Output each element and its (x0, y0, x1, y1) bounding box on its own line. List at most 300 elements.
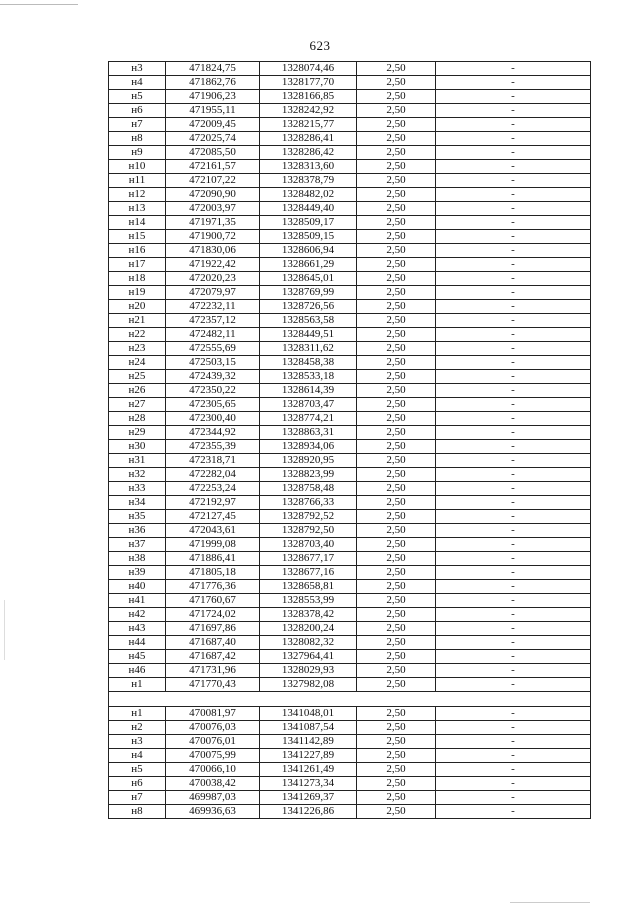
scan-edge-mark (4, 600, 5, 660)
note-cell: - (436, 664, 591, 678)
note-cell: - (436, 76, 591, 90)
x-coordinate-cell: 471999,08 (166, 538, 260, 552)
table-row (109, 440, 591, 454)
table-row (109, 384, 591, 398)
x-coordinate-cell: 472282,04 (166, 468, 260, 482)
point-name-cell: н44 (109, 636, 166, 650)
point-name-cell: н18 (109, 272, 166, 286)
note-cell: - (436, 412, 591, 426)
x-coordinate-cell: 471862,76 (166, 76, 260, 90)
point-name-cell: н41 (109, 594, 166, 608)
x-coordinate-cell: 472439,32 (166, 370, 260, 384)
accuracy-cell: 2,50 (357, 608, 436, 622)
point-name-cell: н39 (109, 566, 166, 580)
table-row (109, 707, 591, 721)
point-name-cell: н43 (109, 622, 166, 636)
note-cell: - (436, 146, 591, 160)
point-name-cell: н16 (109, 244, 166, 258)
note-cell: - (436, 174, 591, 188)
point-name-cell: н11 (109, 174, 166, 188)
point-name-cell: н35 (109, 510, 166, 524)
x-coordinate-cell: 472107,22 (166, 174, 260, 188)
note-cell: - (436, 594, 591, 608)
table-row (109, 426, 591, 440)
accuracy-cell: 2,50 (357, 777, 436, 791)
note-cell: - (436, 496, 591, 510)
table-row (109, 244, 591, 258)
x-coordinate-cell: 471805,18 (166, 566, 260, 580)
note-cell: - (436, 160, 591, 174)
x-coordinate-cell: 472503,15 (166, 356, 260, 370)
note-cell: - (436, 230, 591, 244)
y-coordinate-cell: 1328823,99 (260, 468, 357, 482)
note-cell: - (436, 286, 591, 300)
note-cell: - (436, 272, 591, 286)
table-row (109, 524, 591, 538)
y-coordinate-cell: 1327982,08 (260, 678, 357, 692)
point-name-cell: н30 (109, 440, 166, 454)
note-cell: - (436, 524, 591, 538)
coordinates-table-body (109, 62, 591, 819)
accuracy-cell: 2,50 (357, 707, 436, 721)
table-row (109, 132, 591, 146)
accuracy-cell: 2,50 (357, 258, 436, 272)
y-coordinate-cell: 1328614,39 (260, 384, 357, 398)
point-name-cell: н4 (109, 76, 166, 90)
accuracy-cell: 2,50 (357, 622, 436, 636)
accuracy-cell: 2,50 (357, 146, 436, 160)
table-row (109, 146, 591, 160)
accuracy-cell: 2,50 (357, 524, 436, 538)
accuracy-cell: 2,50 (357, 118, 436, 132)
table-row (109, 160, 591, 174)
accuracy-cell: 2,50 (357, 230, 436, 244)
accuracy-cell: 2,50 (357, 342, 436, 356)
point-name-cell: н7 (109, 791, 166, 805)
x-coordinate-cell: 469936,63 (166, 805, 260, 819)
note-cell: - (436, 104, 591, 118)
table-row (109, 90, 591, 104)
y-coordinate-cell: 1328458,38 (260, 356, 357, 370)
table-row (109, 650, 591, 664)
accuracy-cell: 2,50 (357, 538, 436, 552)
accuracy-cell: 2,50 (357, 636, 436, 650)
scan-edge-mark (0, 4, 78, 5)
x-coordinate-cell: 471971,35 (166, 216, 260, 230)
x-coordinate-cell: 471830,06 (166, 244, 260, 258)
point-name-cell: н1 (109, 707, 166, 721)
x-coordinate-cell: 471724,02 (166, 608, 260, 622)
note-cell: - (436, 721, 591, 735)
table-row (109, 538, 591, 552)
point-name-cell: н42 (109, 608, 166, 622)
table-row (109, 678, 591, 692)
point-name-cell: н29 (109, 426, 166, 440)
table-row (109, 482, 591, 496)
point-name-cell: н28 (109, 412, 166, 426)
table-row (109, 791, 591, 805)
x-coordinate-cell: 472344,92 (166, 426, 260, 440)
note-cell: - (436, 440, 591, 454)
accuracy-cell: 2,50 (357, 594, 436, 608)
accuracy-cell: 2,50 (357, 650, 436, 664)
x-coordinate-cell: 470038,42 (166, 777, 260, 791)
y-coordinate-cell: 1328029,93 (260, 664, 357, 678)
y-coordinate-cell: 1328863,31 (260, 426, 357, 440)
note-cell: - (436, 735, 591, 749)
x-coordinate-cell: 470076,01 (166, 735, 260, 749)
note-cell: - (436, 707, 591, 721)
table-row (109, 188, 591, 202)
table-row (109, 636, 591, 650)
accuracy-cell: 2,50 (357, 721, 436, 735)
accuracy-cell: 2,50 (357, 440, 436, 454)
y-coordinate-cell: 1328482,02 (260, 188, 357, 202)
separator-cell (109, 692, 591, 707)
note-cell: - (436, 763, 591, 777)
y-coordinate-cell: 1328677,16 (260, 566, 357, 580)
accuracy-cell: 2,50 (357, 90, 436, 104)
point-name-cell: н5 (109, 763, 166, 777)
x-coordinate-cell: 472003,97 (166, 202, 260, 216)
y-coordinate-cell: 1341048,01 (260, 707, 357, 721)
accuracy-cell: 2,50 (357, 300, 436, 314)
note-cell: - (436, 636, 591, 650)
y-coordinate-cell: 1341273,34 (260, 777, 357, 791)
table-row (109, 104, 591, 118)
y-coordinate-cell: 1328774,21 (260, 412, 357, 426)
point-name-cell: н3 (109, 735, 166, 749)
table-row (109, 412, 591, 426)
table-row (109, 496, 591, 510)
point-name-cell: н45 (109, 650, 166, 664)
table-row (109, 749, 591, 763)
accuracy-cell: 2,50 (357, 580, 436, 594)
accuracy-cell: 2,50 (357, 566, 436, 580)
table-row (109, 356, 591, 370)
point-name-cell: н24 (109, 356, 166, 370)
point-name-cell: н6 (109, 777, 166, 791)
y-coordinate-cell: 1328286,41 (260, 132, 357, 146)
note-cell: - (436, 552, 591, 566)
x-coordinate-cell: 471687,42 (166, 650, 260, 664)
note-cell: - (436, 216, 591, 230)
table-row (109, 342, 591, 356)
table-row (109, 328, 591, 342)
note-cell: - (436, 749, 591, 763)
x-coordinate-cell: 472357,12 (166, 314, 260, 328)
table-row (109, 398, 591, 412)
y-coordinate-cell: 1328645,01 (260, 272, 357, 286)
x-coordinate-cell: 471760,67 (166, 594, 260, 608)
x-coordinate-cell: 472253,24 (166, 482, 260, 496)
y-coordinate-cell: 1328378,79 (260, 174, 357, 188)
table-row (109, 230, 591, 244)
point-name-cell: н23 (109, 342, 166, 356)
y-coordinate-cell: 1328920,95 (260, 454, 357, 468)
table-row (109, 286, 591, 300)
y-coordinate-cell: 1341142,89 (260, 735, 357, 749)
x-coordinate-cell: 472350,22 (166, 384, 260, 398)
accuracy-cell: 2,50 (357, 76, 436, 90)
point-name-cell: н25 (109, 370, 166, 384)
point-name-cell: н36 (109, 524, 166, 538)
x-coordinate-cell: 471900,72 (166, 230, 260, 244)
accuracy-cell: 2,50 (357, 328, 436, 342)
y-coordinate-cell: 1328758,48 (260, 482, 357, 496)
note-cell: - (436, 258, 591, 272)
accuracy-cell: 2,50 (357, 678, 436, 692)
note-cell: - (436, 398, 591, 412)
x-coordinate-cell: 470081,97 (166, 707, 260, 721)
x-coordinate-cell: 471770,43 (166, 678, 260, 692)
point-name-cell: н15 (109, 230, 166, 244)
table-row (109, 721, 591, 735)
table-row (109, 174, 591, 188)
x-coordinate-cell: 472161,57 (166, 160, 260, 174)
accuracy-cell: 2,50 (357, 805, 436, 819)
point-name-cell: н22 (109, 328, 166, 342)
table-row (109, 468, 591, 482)
note-cell: - (436, 622, 591, 636)
note-cell: - (436, 777, 591, 791)
table-row (109, 735, 591, 749)
note-cell: - (436, 244, 591, 258)
note-cell: - (436, 62, 591, 76)
accuracy-cell: 2,50 (357, 749, 436, 763)
y-coordinate-cell: 1328533,18 (260, 370, 357, 384)
point-name-cell: н14 (109, 216, 166, 230)
point-name-cell: н27 (109, 398, 166, 412)
table-row (109, 216, 591, 230)
accuracy-cell: 2,50 (357, 370, 436, 384)
x-coordinate-cell: 472127,45 (166, 510, 260, 524)
note-cell: - (436, 314, 591, 328)
point-name-cell: н26 (109, 384, 166, 398)
x-coordinate-cell: 470076,03 (166, 721, 260, 735)
y-coordinate-cell: 1328792,52 (260, 510, 357, 524)
point-name-cell: н1 (109, 678, 166, 692)
x-coordinate-cell: 472025,74 (166, 132, 260, 146)
note-cell: - (436, 342, 591, 356)
accuracy-cell: 2,50 (357, 482, 436, 496)
accuracy-cell: 2,50 (357, 160, 436, 174)
x-coordinate-cell: 472555,69 (166, 342, 260, 356)
table-row (109, 608, 591, 622)
note-cell: - (436, 188, 591, 202)
y-coordinate-cell: 1341087,54 (260, 721, 357, 735)
x-coordinate-cell: 472085,50 (166, 146, 260, 160)
x-coordinate-cell: 472318,71 (166, 454, 260, 468)
y-coordinate-cell: 1328200,24 (260, 622, 357, 636)
accuracy-cell: 2,50 (357, 412, 436, 426)
accuracy-cell: 2,50 (357, 454, 436, 468)
x-coordinate-cell: 470066,10 (166, 763, 260, 777)
accuracy-cell: 2,50 (357, 272, 436, 286)
point-name-cell: н9 (109, 146, 166, 160)
y-coordinate-cell: 1328766,33 (260, 496, 357, 510)
page-number: 623 (309, 38, 331, 53)
y-coordinate-cell: 1327964,41 (260, 650, 357, 664)
note-cell: - (436, 805, 591, 819)
x-coordinate-cell: 472009,45 (166, 118, 260, 132)
note-cell: - (436, 90, 591, 104)
table-row (109, 566, 591, 580)
table-row (109, 580, 591, 594)
note-cell: - (436, 482, 591, 496)
y-coordinate-cell: 1328242,92 (260, 104, 357, 118)
y-coordinate-cell: 1328311,62 (260, 342, 357, 356)
x-coordinate-cell: 472079,97 (166, 286, 260, 300)
table-row (109, 76, 591, 90)
note-cell: - (436, 538, 591, 552)
note-cell: - (436, 370, 591, 384)
x-coordinate-cell: 471687,40 (166, 636, 260, 650)
y-coordinate-cell: 1341261,49 (260, 763, 357, 777)
point-name-cell: н38 (109, 552, 166, 566)
accuracy-cell: 2,50 (357, 384, 436, 398)
point-name-cell: н34 (109, 496, 166, 510)
accuracy-cell: 2,50 (357, 763, 436, 777)
accuracy-cell: 2,50 (357, 356, 436, 370)
x-coordinate-cell: 469987,03 (166, 791, 260, 805)
accuracy-cell: 2,50 (357, 314, 436, 328)
point-name-cell: н2 (109, 721, 166, 735)
y-coordinate-cell: 1328769,99 (260, 286, 357, 300)
point-name-cell: н37 (109, 538, 166, 552)
x-coordinate-cell: 472090,90 (166, 188, 260, 202)
x-coordinate-cell: 471697,86 (166, 622, 260, 636)
accuracy-cell: 2,50 (357, 510, 436, 524)
x-coordinate-cell: 471955,11 (166, 104, 260, 118)
accuracy-cell: 2,50 (357, 468, 436, 482)
accuracy-cell: 2,50 (357, 174, 436, 188)
y-coordinate-cell: 1328703,47 (260, 398, 357, 412)
accuracy-cell: 2,50 (357, 496, 436, 510)
point-name-cell: н3 (109, 62, 166, 76)
note-cell: - (436, 608, 591, 622)
note-cell: - (436, 202, 591, 216)
point-name-cell: н21 (109, 314, 166, 328)
table-row (109, 763, 591, 777)
point-name-cell: н5 (109, 90, 166, 104)
y-coordinate-cell: 1328215,77 (260, 118, 357, 132)
table-row (109, 62, 591, 76)
x-coordinate-cell: 471906,23 (166, 90, 260, 104)
table-row (109, 272, 591, 286)
point-name-cell: н33 (109, 482, 166, 496)
x-coordinate-cell: 471922,42 (166, 258, 260, 272)
point-name-cell: н8 (109, 805, 166, 819)
y-coordinate-cell: 1328509,15 (260, 230, 357, 244)
table-row (109, 300, 591, 314)
accuracy-cell: 2,50 (357, 216, 436, 230)
note-cell: - (436, 580, 591, 594)
y-coordinate-cell: 1328082,32 (260, 636, 357, 650)
y-coordinate-cell: 1328074,46 (260, 62, 357, 76)
table-row (109, 552, 591, 566)
note-cell: - (436, 328, 591, 342)
x-coordinate-cell: 472232,11 (166, 300, 260, 314)
point-name-cell: н4 (109, 749, 166, 763)
table-row (109, 454, 591, 468)
point-name-cell: н6 (109, 104, 166, 118)
x-coordinate-cell: 472043,61 (166, 524, 260, 538)
accuracy-cell: 2,50 (357, 286, 436, 300)
note-cell: - (436, 384, 591, 398)
point-name-cell: н40 (109, 580, 166, 594)
accuracy-cell: 2,50 (357, 398, 436, 412)
y-coordinate-cell: 1328703,40 (260, 538, 357, 552)
point-name-cell: н31 (109, 454, 166, 468)
note-cell: - (436, 356, 591, 370)
y-coordinate-cell: 1328286,42 (260, 146, 357, 160)
accuracy-cell: 2,50 (357, 202, 436, 216)
x-coordinate-cell: 472300,40 (166, 412, 260, 426)
y-coordinate-cell: 1328792,50 (260, 524, 357, 538)
y-coordinate-cell: 1328661,29 (260, 258, 357, 272)
table-row (109, 510, 591, 524)
x-coordinate-cell: 470075,99 (166, 749, 260, 763)
accuracy-cell: 2,50 (357, 735, 436, 749)
y-coordinate-cell: 1341227,89 (260, 749, 357, 763)
accuracy-cell: 2,50 (357, 552, 436, 566)
accuracy-cell: 2,50 (357, 664, 436, 678)
point-name-cell: н8 (109, 132, 166, 146)
point-name-cell: н46 (109, 664, 166, 678)
x-coordinate-cell: 472020,23 (166, 272, 260, 286)
point-name-cell: н7 (109, 118, 166, 132)
table-row (109, 314, 591, 328)
note-cell: - (436, 118, 591, 132)
x-coordinate-cell: 471824,75 (166, 62, 260, 76)
table-row (109, 594, 591, 608)
note-cell: - (436, 300, 591, 314)
point-name-cell: н12 (109, 188, 166, 202)
point-name-cell: н32 (109, 468, 166, 482)
x-coordinate-cell: 471776,36 (166, 580, 260, 594)
point-name-cell: н10 (109, 160, 166, 174)
point-name-cell: н19 (109, 286, 166, 300)
accuracy-cell: 2,50 (357, 104, 436, 118)
point-name-cell: н13 (109, 202, 166, 216)
table-row (109, 664, 591, 678)
y-coordinate-cell: 1341226,86 (260, 805, 357, 819)
table-row (109, 370, 591, 384)
y-coordinate-cell: 1328553,99 (260, 594, 357, 608)
table-row (109, 202, 591, 216)
note-cell: - (436, 426, 591, 440)
note-cell: - (436, 791, 591, 805)
x-coordinate-cell: 471886,41 (166, 552, 260, 566)
y-coordinate-cell: 1328378,42 (260, 608, 357, 622)
y-coordinate-cell: 1328177,70 (260, 76, 357, 90)
section-separator-row (109, 692, 591, 707)
y-coordinate-cell: 1328509,17 (260, 216, 357, 230)
y-coordinate-cell: 1341269,37 (260, 791, 357, 805)
table-row (109, 118, 591, 132)
x-coordinate-cell: 472482,11 (166, 328, 260, 342)
table-row (109, 622, 591, 636)
x-coordinate-cell: 472192,97 (166, 496, 260, 510)
table-row (109, 777, 591, 791)
y-coordinate-cell: 1328166,85 (260, 90, 357, 104)
accuracy-cell: 2,50 (357, 62, 436, 76)
x-coordinate-cell: 472355,39 (166, 440, 260, 454)
note-cell: - (436, 678, 591, 692)
y-coordinate-cell: 1328726,56 (260, 300, 357, 314)
note-cell: - (436, 650, 591, 664)
